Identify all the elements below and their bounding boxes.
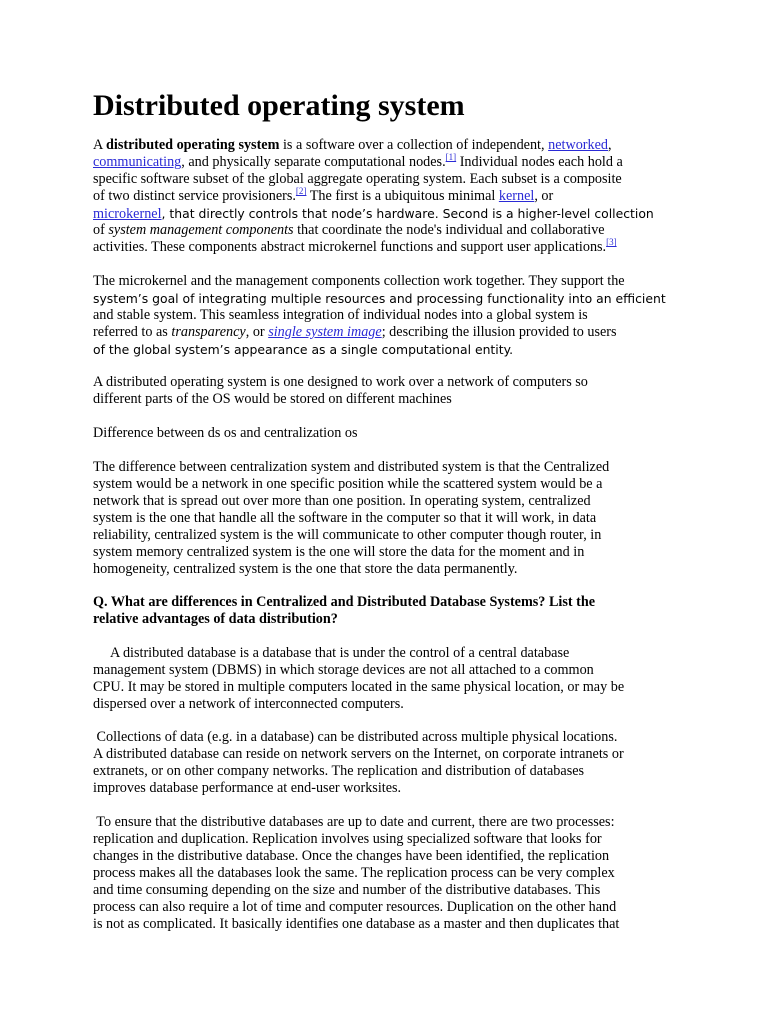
p5-line: reliability, centralized system is the will communicate to other computer though router, in <box>93 527 602 543</box>
p2-line-4 <box>93 324 617 341</box>
p6-line: management system (DBMS) in which storage devices are not all attached to a common <box>93 662 594 678</box>
p6-line: CPU. It may be stored in multiple computers located in the same physical location, or may be <box>93 679 625 695</box>
link-microkernel[interactable]: microkernel <box>93 206 162 222</box>
page-title: Distributed operating system <box>93 89 465 122</box>
footnote-ref-1[interactable]: [1] <box>445 152 457 162</box>
text: ; describing the illusion provided to users <box>381 324 617 340</box>
p8-line: is not as complicated. It basically identifies one database as a master and then duplicates that <box>93 916 620 932</box>
p3-line-1: A distributed operating system is one designed to work over a network of computers so <box>93 374 588 390</box>
text: Individual nodes each hold a <box>456 154 623 170</box>
text: activities. These components abstract microkernel functions and support user applications. <box>93 239 607 255</box>
p3-line-2: different parts of the OS would be stored on different machines <box>93 391 452 407</box>
text: A <box>93 137 107 153</box>
p6-line: dispersed over a network of interconnected computers. <box>93 696 404 712</box>
p4-line: Difference between ds os and centralization os <box>93 425 358 441</box>
text: is a software over a collection of independent, <box>279 137 549 153</box>
p5-line: network that is spread out over more than one position. In operating system, centralized <box>93 493 591 509</box>
p2-line-1: The microkernel and the management components collection work together. They support the <box>93 273 625 289</box>
p1-line-3: specific software subset of the global aggregate operating system. Each subset is a composite <box>93 171 622 187</box>
footnote-ref-3[interactable]: [3] <box>606 237 617 247</box>
p7-line: A distributed database can reside on network servers on the Internet, on corporate intranets or <box>93 746 624 762</box>
p5-line: system memory centralized system is the one will store the data for the moment and in <box>93 544 585 560</box>
link-kernel[interactable]: kernel <box>498 188 535 204</box>
link-single-system-image[interactable] <box>268 324 381 340</box>
p8-line: process makes all the databases look the same. The replication process can be very complex <box>93 865 615 881</box>
text: that coordinate the node's individual and collaborative <box>293 222 605 238</box>
italic-term: system management components <box>108 222 294 238</box>
p1-line-7 <box>93 239 617 256</box>
p2-line-5: of the global system’s appearance as a single computational entity. <box>93 342 514 357</box>
p8-line: replication and duplication. Replication involves using specialized software that looks for <box>93 831 602 847</box>
text: , that directly controls that node’s hardware. Second is a higher-level collection <box>161 206 654 221</box>
p8-line: process can also require a lot of time and computer resources. Duplication on the other hand <box>93 899 617 915</box>
text: , or <box>534 188 554 204</box>
italic-term: transparency <box>171 324 246 340</box>
p5-line: system would be a network in one specific position while the scattered system would be a <box>93 476 603 492</box>
p1-line-6 <box>93 222 605 239</box>
text: , and physically separate computational nodes. <box>181 154 446 170</box>
question-heading-line: relative advantages of data distribution? <box>93 611 338 627</box>
question-heading-line: Q. What are differences in Centralized and Distributed Database Systems? List the <box>93 594 596 610</box>
p6-line: A distributed database is a database that is under the control of a central database <box>93 645 570 661</box>
link-communicating[interactable]: communicating <box>93 154 182 170</box>
text: , <box>608 137 612 153</box>
p8-line: changes in the distributive database. Once the changes have been identified, the replication <box>93 848 610 864</box>
p8-line: To ensure that the distributive databases are up to date and current, there are two processes: <box>93 814 615 830</box>
p1-line-1 <box>93 137 612 154</box>
text: of <box>93 222 109 238</box>
text: referred to as <box>93 324 172 340</box>
p7-line: improves database performance at end-user worksites. <box>93 780 402 796</box>
p1-line-4 <box>93 188 553 205</box>
text: The first is a ubiquitous minimal <box>306 188 499 204</box>
p5-line: homogeneity, centralized system is the one that store the data permanently. <box>93 561 518 577</box>
link-networked[interactable]: networked <box>548 137 608 153</box>
p5-line: system is the one that handle all the software in the computer so that it will work, in data <box>93 510 597 526</box>
p7-line: extranets, or on other company networks. The replication and distribution of databases <box>93 763 585 779</box>
p8-line: and time consuming depending on the size and number of the distributive databases. This <box>93 882 601 898</box>
text: , or <box>245 324 269 340</box>
p7-line: Collections of data (e.g. in a database) can be distributed across multiple physical locations. <box>93 729 618 745</box>
p2-line-3: and stable system. This seamless integration of individual nodes into a global system is <box>93 307 588 323</box>
text: of two distinct service provisioners. <box>93 188 296 204</box>
footnote-ref-2[interactable]: [2] <box>295 186 307 196</box>
p2-line-2: system’s goal of integrating multiple resources and processing functionality into an efficient <box>93 291 666 306</box>
p1-line-2 <box>93 154 623 171</box>
p5-line: The difference between centralization system and distributed system is that the Centralized <box>93 459 610 475</box>
p1-line-5 <box>93 205 654 223</box>
link-text: single system image <box>268 324 382 340</box>
bold-term: distributed operating system <box>106 137 280 153</box>
